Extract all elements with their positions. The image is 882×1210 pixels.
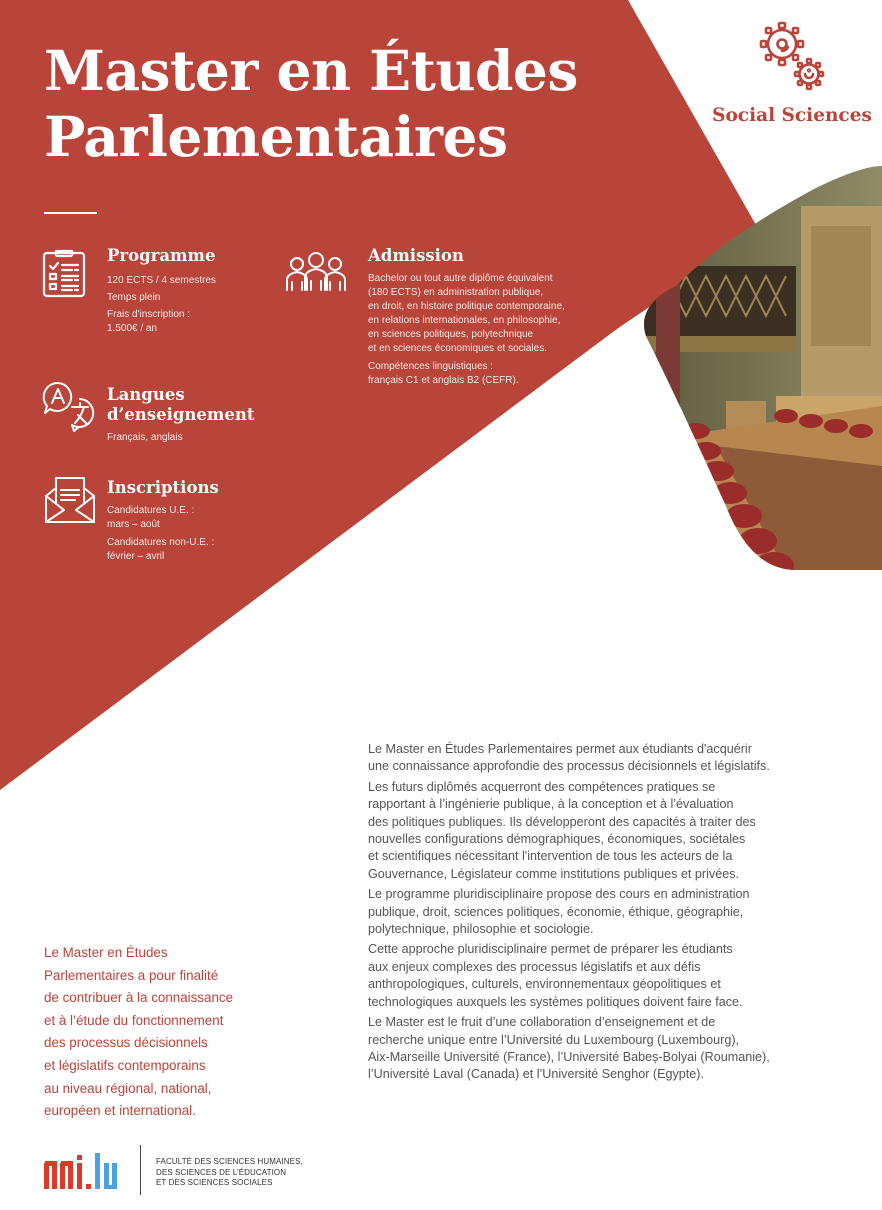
description-paragraph: Le Master est le fruit d’une collaboration d’enseignement et de recherche unique entre l’Université du Luxembourg (Luxembourg), Aix-Marseille Université (France), l’Université Babeș-Bolyai (Roumanie), l’Université Laval (Canada) et l’Université Senghor (Egypte). bbox=[368, 1015, 770, 1082]
programme-ects: 120 ECTS / 4 semestres bbox=[107, 275, 216, 286]
description-paragraph: Cette approche pluridisciplinaire permet de préparer les étudiants aux enjeux complexes des processus législatifs et aux défis anthropologiques, culturels, environnementaux géopolitiques et technologiques auxquels les systèmes politiques doivent faire face. bbox=[368, 942, 743, 1009]
inscriptions-heading: Inscriptions bbox=[107, 478, 219, 497]
programme-heading: Programme bbox=[107, 246, 216, 265]
category-badge bbox=[712, 18, 872, 126]
admission-block bbox=[285, 246, 615, 392]
page-title: Master en Études Parlementaires bbox=[44, 38, 578, 169]
languages-heading: Langues d’enseignement bbox=[107, 385, 255, 424]
programme-fees-label: Frais d'inscription : bbox=[107, 309, 191, 320]
eu-period: mars – août bbox=[107, 519, 160, 530]
unilu-logo-mark bbox=[44, 1153, 130, 1193]
title-divider bbox=[44, 212, 97, 214]
admission-requirements: Bachelor ou tout autre diplôme équivalent (180 ECTS) en administration publique, en droit, en histoire politique contemporaine, en relations internationales, en philosophie, en sciences politiques, polytechnique et en sciences économiques et sociales. bbox=[368, 273, 565, 354]
non-eu-period: février – avril bbox=[107, 551, 165, 562]
translate-icon bbox=[42, 381, 98, 433]
pull-quote: Le Master en Études Parlementaires a pour finalité de contribuer à la connaissance et à l’étude du fonctionnement des processus décisionnels et législatifs contemporains au niveau régional, national, européen et international. bbox=[44, 945, 234, 1119]
description-text bbox=[368, 741, 848, 1087]
programme-block bbox=[42, 246, 262, 337]
faculty-name: FACULTÉ DES SCIENCES HUMAINES, DES SCIENCES DE L’ÉDUCATION ET DES SCIENCES SOCIALES bbox=[156, 1157, 303, 1188]
category-label: Social Sciences bbox=[712, 105, 872, 126]
clipboard-checklist-icon bbox=[42, 246, 86, 298]
description-paragraph: Les futurs diplômés acquerront des compétences pratiques se rapportant à l’ingénierie publique, à la conception et à l’évaluation des politiques publiques. Ils développeront des capacités à traiter des nouvelles configurations démographiques, économiques, sociétales et scientifiques nécessitant l'intervention de tous les acteurs de la Gouvernance, Législateur comme institutions publiques et privées. bbox=[368, 779, 756, 881]
envelope-letter-icon bbox=[44, 476, 96, 524]
programme-fees-value: 1.500€ / an bbox=[107, 323, 158, 334]
eu-label: Candidatures U.E. : bbox=[107, 505, 195, 516]
parliament-chamber-photo bbox=[636, 166, 882, 570]
languages-text: Français, anglais bbox=[107, 432, 183, 443]
people-group-icon bbox=[285, 250, 347, 294]
admission-language-skills: Compétences linguistiques : français C1 et anglais B2 (CEFR). bbox=[368, 361, 519, 386]
logo-divider bbox=[140, 1145, 141, 1195]
description-paragraph: Le programme pluridisciplinaire propose des cours en administration publique, droit, sciences politiques, économie, éthique, géographie, polytechnique, philosophie et sociologie. bbox=[368, 887, 750, 937]
gears-icon bbox=[752, 18, 832, 96]
non-eu-label: Candidatures non-U.E. : bbox=[107, 537, 215, 548]
languages-block bbox=[42, 381, 322, 445]
description-paragraph: Le Master en Études Parlementaires permet aux étudiants d'acquérir une connaissance approfondie des processus décisionnels et législatifs. bbox=[368, 742, 770, 774]
programme-time: Temps plein bbox=[107, 292, 161, 303]
inscriptions-block bbox=[44, 476, 304, 568]
admission-heading: Admission bbox=[368, 246, 464, 265]
